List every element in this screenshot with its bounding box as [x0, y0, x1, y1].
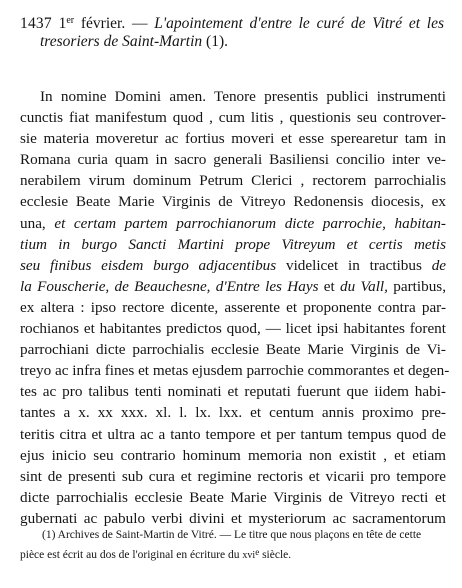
footnote-reference: (1). [206, 33, 228, 51]
entry-number: 1437 [20, 15, 52, 32]
body-line: seu finibus eisdem burgo adjacentibus videlicet in tractibus de [20, 256, 447, 274]
body-line: sie materia moveretur ac fortius moveri et esse sperearetur tam in [20, 130, 446, 148]
century-numeral: xvi$^e$ [242, 547, 260, 561]
body-line: gubernati ac pabulo verbi divini et mysteriorum ac sacramentorum [20, 509, 446, 527]
body-line: ex altera : ipso rectore dicente, asserente et proponente contra par- [20, 298, 446, 316]
latin-body-text [20, 86, 450, 529]
body-line: dicte parrochialis ecclesie Beate Marie Virginis de Vitreyo recti et [20, 488, 446, 506]
header-line-2 [20, 31, 444, 52]
body-line: sint de presenti sub cura et regimine rectoris et vicarii pro tempore [20, 467, 446, 485]
body-line: la Fouscherie, de Beauchesne, d'Entre les Hays et du Vall, partibus, [20, 277, 446, 295]
body-line: Romana curia quam in sacro generali Basiliensi concilio inter ve- [20, 151, 446, 169]
body-line: tium in burgo Sancti Martini prope Vitreyum et certis metis [20, 235, 446, 253]
body-line: In nomine Domini amen. Tenore presentis publici instrumenti [40, 88, 446, 105]
body-line: teritis citra et ultra ac a tanto tempore et per tantum tempus quod de [20, 425, 446, 443]
body-line: treyo ac infra fines et metas ejusdem parrochie commorantes et degen- [20, 362, 450, 380]
body-line: ecclesie Beate Marie Virginis de Vitreyo Redonensis diocesis, ex [20, 193, 446, 211]
entry-title-line-1: L'apointement d'entre le curé de Vitré et les [154, 15, 445, 32]
body-line: ejus inicio seu contrario hominum memoria non existit , et etiam [20, 446, 446, 464]
body-line: rochianos et habitantes predictos quod, — licet ipsi habitantes forent [20, 320, 446, 338]
footnote-line-2: pièce est écrit au dos de l'original en écriture du xvi$^e$ siècle. [20, 547, 292, 561]
body-line: nerabilem virum dominum Petrum Clerici , rectorem parrochialis [20, 172, 446, 190]
footnote [20, 527, 446, 564]
body-line: tes ac pro talibus tenti nominati et reputati fuerunt que iidem habi- [20, 383, 446, 401]
entry-title-line-2: tresoriers de Saint-Martin [40, 33, 203, 51]
body-line: una, et certam partem parrochianorum dicte parrochie, habitan- [20, 214, 446, 232]
body-line: tantes a x. xx xxx. xl. l. lx. lxx. et centum annis proximo pre- [20, 404, 446, 422]
body-line: cunctis fiat manifestum quod , cum litis , questionis seu controver- [20, 109, 446, 127]
body-line: parrochiani dicte parrochialis ecclesie Beate Marie Virginis de Vi- [20, 341, 446, 359]
header-line-1 [20, 10, 444, 31]
entry-date: 1er février. — [58, 15, 148, 32]
entry-header [20, 10, 444, 52]
footnote-line-1: (1) Archives de Saint-Martin de Vitré. — Le titre que nous plaçons en tête de cette [42, 529, 422, 541]
